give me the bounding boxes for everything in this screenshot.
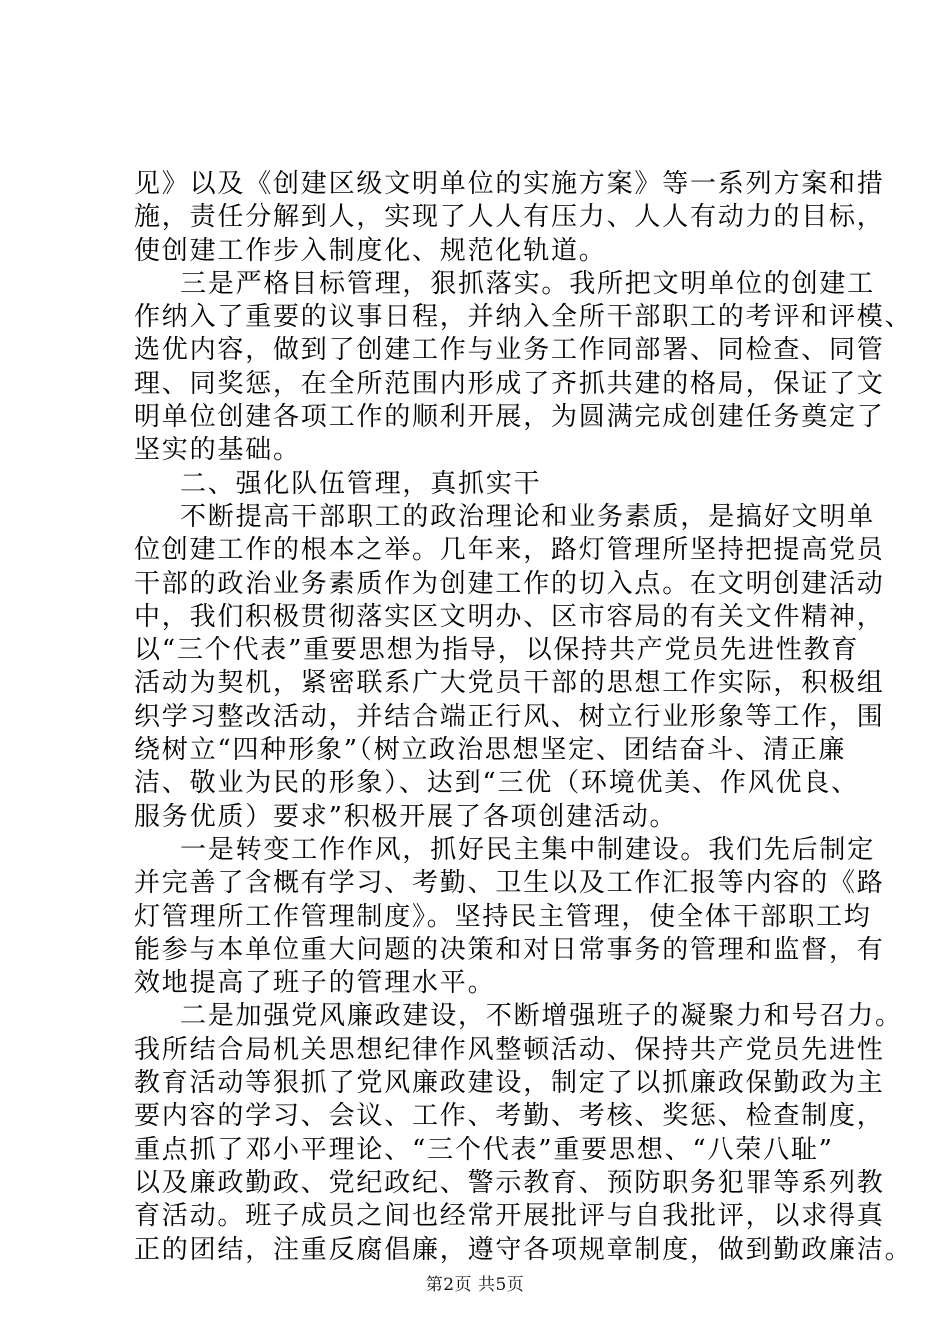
text-line: 育活动。班子成员之间也经常开展批评与自我批评，以求得真	[134, 1201, 885, 1232]
text-line: 正的团结，注重反腐倡廉，遵守各项规章制度，做到勤政廉洁。	[134, 1234, 913, 1265]
text-line: 位创建工作的根本之举。几年来，路灯管理所坚持把提高党员	[134, 535, 885, 566]
paragraph-first-line: 一是转变工作作风，抓好民主集中制建设。我们先后制定	[180, 834, 876, 865]
text-line: 见》以及《创建区级文明单位的实施方案》等一系列方案和措	[134, 169, 885, 199]
text-line: 服务优质）要求”积极开展了各项创建活动。	[134, 801, 678, 832]
text-line: 重点抓了邓小平理论、“三个代表”重要思想、“八荣八耻”	[134, 1134, 834, 1165]
text-line: 能参与本单位重大问题的决策和对日常事务的管理和监督，有	[134, 934, 885, 965]
text-line: 效地提高了班子的管理水平。	[134, 968, 496, 999]
text-line: 教育活动等狠抓了党风廉政建设，制定了以抓廉政保勤政为主	[134, 1068, 885, 1099]
text-line: 明单位创建各项工作的顺利开展，为圆满完成创建任务奠定了	[134, 402, 885, 433]
text-line: 织学习整改活动，并结合端正行风、树立行业形象等工作，围	[134, 701, 885, 732]
text-line: 施，责任分解到人，实现了人人有压力、人人有动力的目标，	[134, 202, 885, 233]
document-body	[134, 168, 913, 1267]
text-line: 理、同奖惩，在全所范围内形成了齐抓共建的格局，保证了文	[134, 368, 885, 399]
text-line: 坚实的基础。	[134, 435, 301, 466]
text-line: 以及廉政勤政、党纪政纪、警示教育、预防职务犯罪等系列教	[134, 1167, 885, 1198]
text-line: 使创建工作步入制度化、规范化轨道。	[134, 235, 607, 266]
paragraph-first-line: 不断提高干部职工的政治理论和业务素质，是搞好文明单	[180, 501, 876, 532]
text-line: 我所结合局机关思想纪律作风整顿活动、保持共产党员先进性	[134, 1034, 885, 1065]
page-number-footer: 第2页 共5页	[425, 1275, 525, 1295]
section-heading: 二、强化队伍管理，真抓实干	[180, 468, 542, 499]
text-line: 作纳入了重要的议事日程，并纳入全所干部职工的考评和评模、	[134, 302, 913, 333]
text-line: 选优内容，做到了创建工作与业务工作同部署、同检查、同管	[134, 335, 885, 366]
text-line: 绕树立“四种形象”（树立政治思想坚定、团结奋斗、清正廉	[134, 735, 847, 766]
text-line: 洁、敬业为民的形象）、达到“三优（环境优美、作风优良、	[134, 768, 859, 799]
paragraph-first-line: 三是严格目标管理，狠抓落实。我所把文明单位的创建工	[180, 268, 876, 299]
text-line: 中，我们积极贯彻落实区文明办、区市容局的有关文件精神，	[134, 601, 885, 632]
text-line: 活动为契机，紧密联系广大党员干部的思想工作实际，积极组	[134, 668, 885, 699]
text-line: 并完善了含概有学习、考勤、卫生以及工作汇报等内容的《路	[134, 868, 885, 899]
paragraph-first-line: 二是加强党风廉政建设，不断增强班子的凝聚力和号召力。	[180, 1001, 903, 1032]
text-line: 以“三个代表”重要思想为指导，以保持共产党员先进性教育	[134, 635, 860, 666]
text-line: 要内容的学习、会议、工作、考勤、考核、奖惩、检查制度，	[134, 1101, 885, 1132]
text-line: 灯管理所工作管理制度》。坚持民主管理，使全体干部职工均	[134, 901, 872, 932]
text-line: 干部的政治业务素质作为创建工作的切入点。在文明创建活动	[134, 568, 885, 599]
